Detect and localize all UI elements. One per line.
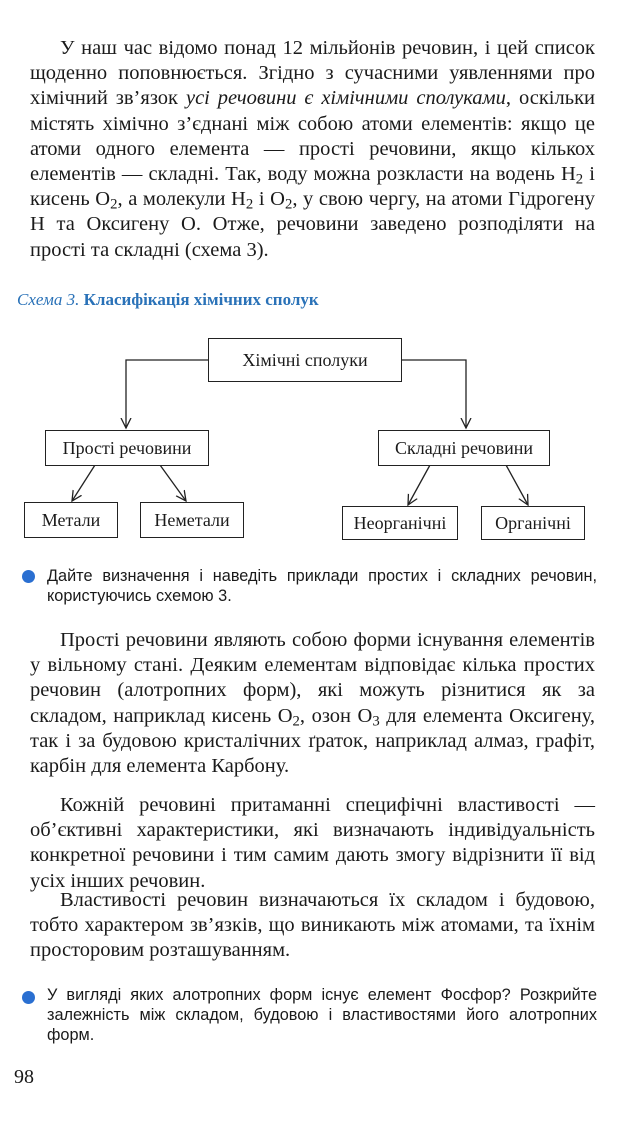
scheme-simple-node: Прості речовини xyxy=(45,430,209,466)
italic-emphasis: усі речовини є хімічними сполуками xyxy=(185,87,506,110)
connector-complex-inorganic xyxy=(408,465,430,505)
question-2: У вигляді яких алотропних форм існує елемент Фосфор? Розкрийте залежність між складом, будовою і властивостями його алотропних форм. xyxy=(47,986,597,1044)
scheme-caption-prefix: Схема 3. xyxy=(17,290,80,309)
connector-simple-nonmetals xyxy=(160,465,186,501)
scheme-inorganic-node: Неорганічні xyxy=(342,506,458,540)
question-1: Дайте визначення і наведіть приклади простих і складних речовин, користуючись схемою 3. xyxy=(47,567,597,605)
intro-paragraph: У наш час відомо понад 12 мільйонів речовин, і цей список щоденно поповнюється. Згідно з сучасними уявленнями про хімічний зв’язок усі речовини є хімічними сполуками, оскільки містять хімічно з’єднані між собою атоми елементів: якщо це атоми одного елемента — прості речовини, якщо кількох елементів — складні. Так, воду можна розкласти на водень $H_2$ і кисень $O_2$, а молекули $H_2$ і $O_2$, у свою чергу, на атоми Гідрогену H та Оксигену O. Отже, речовини заведено розподіляти на прості та складні (схема 3). xyxy=(30,37,596,261)
scheme-metals-node: Метали xyxy=(24,502,118,538)
scheme-caption-title: Класифікація хімічних сполук xyxy=(83,290,319,309)
connector-complex-organic xyxy=(506,465,528,505)
simple-substances-paragraph: Прості речовини являють собою форми існування елементів у вільному стані. Деяким елементам відповідає кілька простих речовин (алотропних форм), які можуть різнитися як за складом, наприклад кисень $O_2$, озон $O_3$ для елемента Оксигену, так і за будовою кристалічних ґраток, наприклад алмаз, графіт, карбін для елемента Карбону. xyxy=(30,629,595,778)
scheme-organic-node: Органічні xyxy=(481,506,585,540)
connector-root-simple xyxy=(126,360,208,428)
connector-simple-metals xyxy=(72,465,95,501)
scheme-complex-node: Складні речовини xyxy=(378,430,550,466)
scheme-nonmetals-node: Неметали xyxy=(140,502,244,538)
properties-paragraph: Кожній речовині притаманні специфічні властивості — об’єктивні характеристики, які визначають індивідуальність конкретної речовини і тим самим дають змогу відрізнити її від усіх інших речовин. xyxy=(30,794,595,892)
scheme-root-node: Хімічні сполуки xyxy=(208,338,402,382)
connector-root-complex xyxy=(402,360,466,428)
structure-paragraph: Властивості речовин визначаються їх складом і будовою, тобто характером зв’язків, що виникають між атомами, та їхнім просторовим розташуванням. xyxy=(30,889,595,962)
scheme-connectors xyxy=(0,0,617,560)
question-bullet-icon xyxy=(22,991,35,1004)
question-bullet-icon xyxy=(22,570,35,583)
page-number: 98 xyxy=(14,1066,34,1088)
